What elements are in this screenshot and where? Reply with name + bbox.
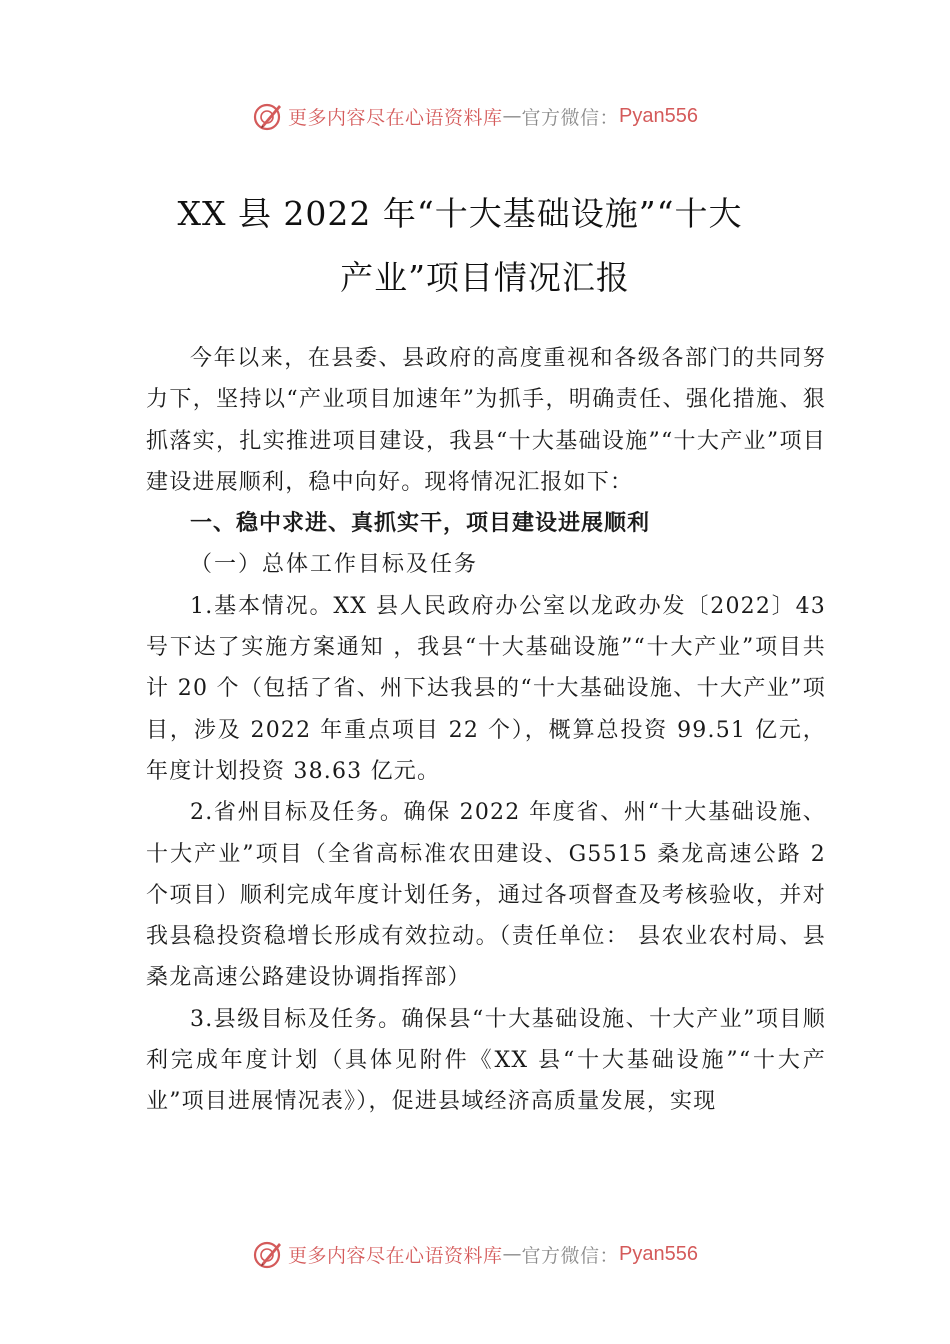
document-body <box>146 338 826 1123</box>
banner-separator: — <box>502 105 522 127</box>
document-title-line-1: XX 县 2022 年“十大基础设施”“十大 <box>177 194 743 233</box>
wechat-id: Pyan556 <box>619 104 698 127</box>
header-banner <box>0 96 950 136</box>
pen-logo-icon <box>252 100 284 132</box>
subsection-heading: （一）总体工作目标及任务 <box>190 552 479 578</box>
footer-banner <box>0 1234 950 1274</box>
intro-paragraph: 今年以来，在县委、县政府的高度重视和各级各部门的共同努力下，坚持以“产业项目加速年”为抓手，明确责任、强化措施、狠抓落实，扎实推进项目建设，我县“十大基础设施”“十大产业”项目建设进展顺利，稳中向好。现将情况汇报如下： <box>146 346 826 495</box>
promo-text: 更多内容尽在心语资料库 <box>288 106 503 129</box>
promo-text: 更多内容尽在心语资料库 <box>288 1244 503 1267</box>
pen-logo-icon <box>252 1238 284 1270</box>
contact-label: 官方微信： <box>521 1244 620 1267</box>
wechat-id: Pyan556 <box>619 1242 698 1265</box>
banner-separator: — <box>502 1243 522 1265</box>
item-paragraph-2: 2.省州目标及任务。确保 2022 年度省、州“十大基础设施、十大产业”项目（全省高标准农田建设、G5515 桑龙高速公路 2 个项目）顺利完成年度计划任务，通过各项督查及考核验收，并对我县稳投资稳增长形成有效拉动。（责任单位： 县农业农村局、县桑龙高速公路建设协调指挥部） <box>146 800 826 991</box>
section-heading: 一、稳中求进、真抓实干，项目建设进展顺利 <box>190 511 651 537</box>
item-paragraph-1: 1.基本情况。XX 县人民政府办公室以龙政办发〔2022〕43 号下达了实施方案通知 ，我县“十大基础设施”“十大产业”项目共计 20 个（包括了省、州下达我县的“十大基础设施、十大产业”项目，涉及 2022 年重点项目 22 个），概算总投资 99.51 亿元，年度计划投资 38.63 亿元。 <box>146 593 826 784</box>
document-title-line-2: 产业”项目情况汇报 <box>340 258 630 297</box>
item-paragraph-3: 3.县级目标及任务。确保县“十大基础设施、十大产业”项目顺利完成年度计划（具体见附件《XX 县“十大基础设施”“十大产业”项目进展情况表》），促进县域经济高质量发展，实现 <box>146 1006 826 1115</box>
contact-label: 官方微信： <box>521 106 620 129</box>
